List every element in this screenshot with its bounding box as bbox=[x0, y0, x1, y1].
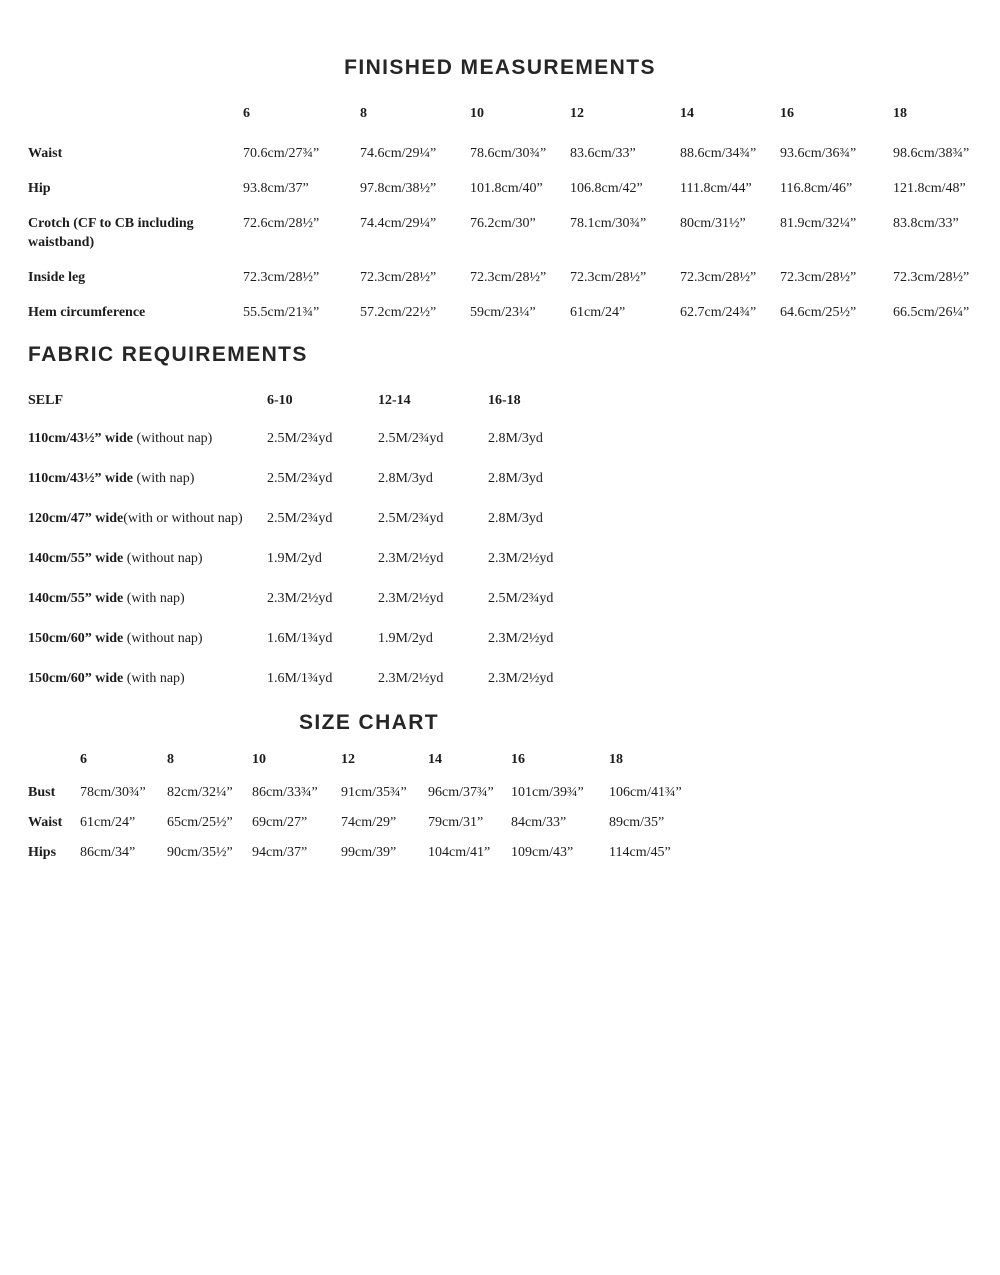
measurement-value: 72.3cm/28½” bbox=[570, 270, 647, 285]
fabric-width-label: 150cm/60” wide bbox=[28, 671, 124, 686]
fm-size-header: 8 bbox=[360, 106, 367, 121]
fr-row-label bbox=[28, 629, 267, 669]
fm-size-header-row bbox=[28, 104, 1000, 144]
fm-row-label: Hip bbox=[28, 181, 51, 196]
measurement-value: 62.7cm/24¾” bbox=[680, 305, 757, 320]
fr-row-label bbox=[28, 469, 267, 509]
body-measurement-value: 74cm/29” bbox=[341, 815, 397, 830]
sc-size-header: 12 bbox=[341, 752, 355, 767]
fabric-width-label: 150cm/60” wide bbox=[28, 631, 124, 646]
yardage-value: 2.5M/2¾yd bbox=[267, 511, 333, 526]
fr-self-header: SELF bbox=[28, 393, 64, 408]
sc-size-header: 18 bbox=[609, 752, 623, 767]
measurement-value: 101.8cm/40” bbox=[470, 181, 543, 196]
fm-row-waist bbox=[28, 144, 1000, 179]
measurement-value: 74.4cm/29¼” bbox=[360, 216, 437, 231]
measurement-value: 72.3cm/28½” bbox=[680, 270, 757, 285]
sc-size-header: 14 bbox=[428, 752, 442, 767]
body-measurement-value: 69cm/27” bbox=[252, 815, 308, 830]
nap-note: (with nap) bbox=[123, 591, 185, 606]
fm-size-header: 6 bbox=[243, 106, 250, 121]
yardage-value: 2.3M/2½yd bbox=[267, 591, 333, 606]
fm-row-inside-leg bbox=[28, 268, 1000, 303]
yardage-value: 2.8M/3yd bbox=[488, 511, 543, 526]
measurement-value: 59cm/23¼” bbox=[470, 305, 536, 320]
yardage-value: 1.6M/1¾yd bbox=[267, 631, 333, 646]
fr-row-140-with-nap bbox=[28, 589, 688, 629]
size-chart-title: SIZE CHART bbox=[299, 711, 439, 734]
yardage-value: 2.5M/2¾yd bbox=[267, 471, 333, 486]
measurement-value: 57.2cm/22½” bbox=[360, 305, 437, 320]
yardage-value: 2.5M/2¾yd bbox=[378, 511, 444, 526]
measurement-value: 78.1cm/30¾” bbox=[570, 216, 647, 231]
fr-row-150-without-nap bbox=[28, 629, 688, 669]
measurement-value: 72.6cm/28½” bbox=[243, 216, 320, 231]
fm-row-label: Inside leg bbox=[28, 270, 86, 285]
sc-row-label: Bust bbox=[28, 785, 56, 800]
fm-row-label: Waist bbox=[28, 146, 63, 161]
fr-row-120 bbox=[28, 509, 688, 549]
measurement-value: 74.6cm/29¼” bbox=[360, 146, 437, 161]
fr-row-label bbox=[28, 669, 267, 709]
measurement-value: 76.2cm/30” bbox=[470, 216, 536, 231]
measurement-value: 106.8cm/42” bbox=[570, 181, 643, 196]
measurement-value: 121.8cm/48” bbox=[893, 181, 966, 196]
nap-note: (with or without nap) bbox=[123, 511, 243, 526]
fr-row-label bbox=[28, 429, 267, 469]
fr-row-150-with-nap bbox=[28, 669, 688, 709]
body-measurement-value: 99cm/39” bbox=[341, 845, 397, 860]
sc-size-header: 6 bbox=[80, 752, 87, 767]
body-measurement-value: 109cm/43” bbox=[511, 845, 574, 860]
measurement-value: 72.3cm/28½” bbox=[470, 270, 547, 285]
yardage-value: 2.8M/3yd bbox=[488, 431, 543, 446]
measurement-value: 93.8cm/37” bbox=[243, 181, 309, 196]
measurement-value: 111.8cm/44” bbox=[680, 181, 752, 196]
fm-row-label: Crotch (CF to CB including waistband) bbox=[28, 216, 194, 250]
sc-size-header: 8 bbox=[167, 752, 174, 767]
yardage-value: 2.3M/2½yd bbox=[378, 671, 444, 686]
measurement-value: 88.6cm/34¾” bbox=[680, 146, 757, 161]
measurement-value: 70.6cm/27¾” bbox=[243, 146, 320, 161]
measurement-value: 61cm/24” bbox=[570, 305, 626, 320]
measurement-value: 116.8cm/46” bbox=[780, 181, 853, 196]
fm-size-header: 10 bbox=[470, 106, 484, 121]
fr-row-140-without-nap bbox=[28, 549, 688, 589]
fm-row-label: Hem circumference bbox=[28, 305, 146, 320]
finished-measurements-title: FINISHED MEASUREMENTS bbox=[344, 56, 656, 79]
body-measurement-value: 114cm/45” bbox=[609, 845, 671, 860]
nap-note: (with nap) bbox=[133, 471, 195, 486]
nap-note: (without nap) bbox=[123, 551, 203, 566]
yardage-value: 2.8M/3yd bbox=[378, 471, 433, 486]
body-measurement-value: 104cm/41” bbox=[428, 845, 491, 860]
measurement-value: 78.6cm/30¾” bbox=[470, 146, 547, 161]
fr-header-row bbox=[28, 391, 688, 429]
yardage-value: 2.3M/2½yd bbox=[488, 551, 554, 566]
yardage-value: 2.3M/2½yd bbox=[488, 671, 554, 686]
body-measurement-value: 84cm/33” bbox=[511, 815, 567, 830]
fabric-width-label: 110cm/43½” wide bbox=[28, 431, 133, 446]
body-measurement-value: 65cm/25½” bbox=[167, 815, 233, 830]
body-measurement-value: 89cm/35” bbox=[609, 815, 665, 830]
fm-row-crotch bbox=[28, 214, 1000, 268]
sc-row-label: Waist bbox=[28, 815, 63, 830]
body-measurement-value: 101cm/39¾” bbox=[511, 785, 584, 800]
yardage-value: 2.5M/2¾yd bbox=[378, 431, 444, 446]
body-measurement-value: 79cm/31” bbox=[428, 815, 484, 830]
fm-row-hip bbox=[28, 179, 1000, 214]
fabric-width-label: 140cm/55” wide bbox=[28, 591, 124, 606]
measurement-value: 93.6cm/36¾” bbox=[780, 146, 857, 161]
sc-empty-header-cell bbox=[28, 750, 80, 783]
fr-row-label bbox=[28, 589, 267, 629]
fm-row-hem-circumference bbox=[28, 303, 1000, 338]
sc-size-header: 16 bbox=[511, 752, 525, 767]
measurement-value: 83.8cm/33” bbox=[893, 216, 959, 231]
fm-size-header: 12 bbox=[570, 106, 584, 121]
yardage-value: 2.3M/2½yd bbox=[488, 631, 554, 646]
fm-size-header: 14 bbox=[680, 106, 694, 121]
fm-empty-header-cell bbox=[28, 104, 243, 144]
body-measurement-value: 82cm/32¼” bbox=[167, 785, 233, 800]
finished-measurements-table bbox=[28, 104, 1000, 338]
measurement-value: 64.6cm/25½” bbox=[780, 305, 857, 320]
nap-note: (with nap) bbox=[123, 671, 185, 686]
body-measurement-value: 96cm/37¾” bbox=[428, 785, 494, 800]
fabric-requirements-title: FABRIC REQUIREMENTS bbox=[28, 343, 308, 366]
measurement-value: 72.3cm/28½” bbox=[243, 270, 320, 285]
fr-row-label bbox=[28, 509, 267, 549]
measurement-value: 83.6cm/33” bbox=[570, 146, 636, 161]
fr-row-110-with-nap bbox=[28, 469, 688, 509]
fabric-width-label: 120cm/47” wide bbox=[28, 511, 124, 526]
yardage-value: 1.9M/2yd bbox=[267, 551, 322, 566]
yardage-value: 1.6M/1¾yd bbox=[267, 671, 333, 686]
measurement-value: 97.8cm/38½” bbox=[360, 181, 437, 196]
fr-size-range-header: 12-14 bbox=[378, 393, 411, 408]
sc-size-header: 10 bbox=[252, 752, 266, 767]
yardage-value: 2.8M/3yd bbox=[488, 471, 543, 486]
measurement-value: 72.3cm/28½” bbox=[360, 270, 437, 285]
yardage-value: 1.9M/2yd bbox=[378, 631, 433, 646]
measurement-value: 98.6cm/38¾” bbox=[893, 146, 970, 161]
measurement-value: 81.9cm/32¼” bbox=[780, 216, 857, 231]
body-measurement-value: 86cm/34” bbox=[80, 845, 136, 860]
body-measurement-value: 106cm/41¾” bbox=[609, 785, 682, 800]
fr-row-label bbox=[28, 549, 267, 589]
fm-size-header: 18 bbox=[893, 106, 907, 121]
fabric-width-label: 110cm/43½” wide bbox=[28, 471, 133, 486]
fabric-width-label: 140cm/55” wide bbox=[28, 551, 124, 566]
measurement-value: 66.5cm/26¼” bbox=[893, 305, 970, 320]
fm-size-header: 16 bbox=[780, 106, 794, 121]
yardage-value: 2.3M/2½yd bbox=[378, 591, 444, 606]
sc-row-waist bbox=[28, 813, 718, 843]
body-measurement-value: 86cm/33¾” bbox=[252, 785, 318, 800]
nap-note: (without nap) bbox=[133, 431, 213, 446]
body-measurement-value: 94cm/37” bbox=[252, 845, 308, 860]
fabric-requirements-table bbox=[28, 391, 688, 709]
fr-row-110-without-nap bbox=[28, 429, 688, 469]
measurement-value: 55.5cm/21¾” bbox=[243, 305, 320, 320]
sc-row-hips bbox=[28, 843, 718, 873]
sc-row-bust bbox=[28, 783, 718, 813]
body-measurement-value: 90cm/35½” bbox=[167, 845, 233, 860]
fr-size-range-header: 6-10 bbox=[267, 393, 293, 408]
yardage-value: 2.3M/2½yd bbox=[378, 551, 444, 566]
body-measurement-value: 78cm/30¾” bbox=[80, 785, 146, 800]
body-measurement-value: 61cm/24” bbox=[80, 815, 136, 830]
measurement-value: 72.3cm/28½” bbox=[893, 270, 970, 285]
fr-size-range-header: 16-18 bbox=[488, 393, 521, 408]
body-measurement-value: 91cm/35¾” bbox=[341, 785, 407, 800]
measurement-value: 80cm/31½” bbox=[680, 216, 746, 231]
yardage-value: 2.5M/2¾yd bbox=[488, 591, 554, 606]
size-chart-table bbox=[28, 750, 718, 873]
measurement-value: 72.3cm/28½” bbox=[780, 270, 857, 285]
nap-note: (without nap) bbox=[123, 631, 203, 646]
yardage-value: 2.5M/2¾yd bbox=[267, 431, 333, 446]
sc-row-label: Hips bbox=[28, 845, 57, 860]
sc-size-header-row bbox=[28, 750, 718, 783]
